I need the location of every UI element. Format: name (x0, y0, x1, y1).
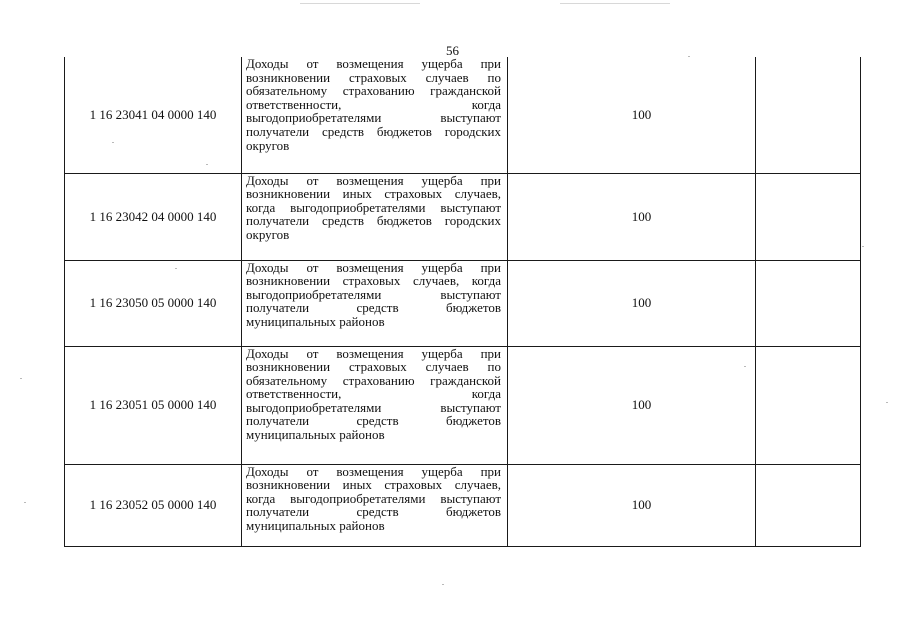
table-row (65, 346, 861, 464)
extra-column-cell (756, 173, 861, 260)
extra-column-cell (756, 346, 861, 464)
page-number: 56 (446, 43, 459, 58)
scan-speck (862, 246, 864, 247)
income-code: 1 16 23052 05 0000 140 (65, 464, 242, 546)
table-row (65, 173, 861, 260)
income-code: 1 16 23041 04 0000 140 (65, 57, 242, 173)
table-row (65, 260, 861, 346)
income-code: 1 16 23050 05 0000 140 (65, 260, 242, 346)
table-row (65, 57, 861, 173)
allocation-percent: 100 (631, 106, 652, 122)
extra-column-cell (756, 464, 861, 546)
allocation-percent: 100 (631, 295, 652, 311)
allocation-percent-cell (508, 57, 756, 173)
income-code: 1 16 23042 04 0000 140 (65, 173, 242, 260)
scan-speck (886, 402, 888, 403)
scan-speck (206, 164, 208, 165)
scan-speck (24, 502, 26, 503)
allocation-percent: 100 (631, 208, 652, 224)
table-row (65, 464, 861, 546)
extra-column-cell (756, 57, 861, 173)
scan-speck (20, 378, 22, 379)
scan-edge-line (560, 3, 670, 4)
income-description: Доходы от возмещения ущерба при возникновении страховых случаев по обязательному страхованию гражданской ответственности, когда выгодоприобретателями выступают получатели средств бюджетов городских округов (242, 57, 508, 173)
income-description: Доходы от возмещения ущерба при возникновении иных страховых случаев, когда выгодоприобретателями выступают получатели средств бюджетов городских округов (242, 173, 508, 260)
revenue-distribution-table (64, 57, 861, 547)
allocation-percent-cell (508, 173, 756, 260)
extra-column-cell (756, 260, 861, 346)
allocation-percent: 100 (631, 397, 652, 413)
scan-speck (744, 366, 746, 367)
income-description: Доходы от возмещения ущерба при возникновении страховых случаев по обязательному страхованию гражданской ответственности, когда выгодоприобретателями выступают получатели средств бюджетов муниципальных районов (242, 346, 508, 464)
scan-speck (175, 268, 177, 269)
scan-speck (442, 584, 444, 585)
income-code: 1 16 23051 05 0000 140 (65, 346, 242, 464)
allocation-percent-cell (508, 464, 756, 546)
allocation-percent-cell (508, 260, 756, 346)
allocation-percent-cell (508, 346, 756, 464)
scan-speck (112, 142, 114, 143)
allocation-percent: 100 (631, 497, 652, 513)
scan-edge-line (300, 3, 420, 4)
scan-speck (688, 56, 690, 57)
income-description: Доходы от возмещения ущерба при возникновении страховых случаев, когда выгодоприобретателями выступают получатели средств бюджетов муниципальных районов (242, 260, 508, 346)
income-description: Доходы от возмещения ущерба при возникновении иных страховых случаев, когда выгодоприобретателями выступают получатели средств бюджетов муниципальных районов (242, 464, 508, 546)
